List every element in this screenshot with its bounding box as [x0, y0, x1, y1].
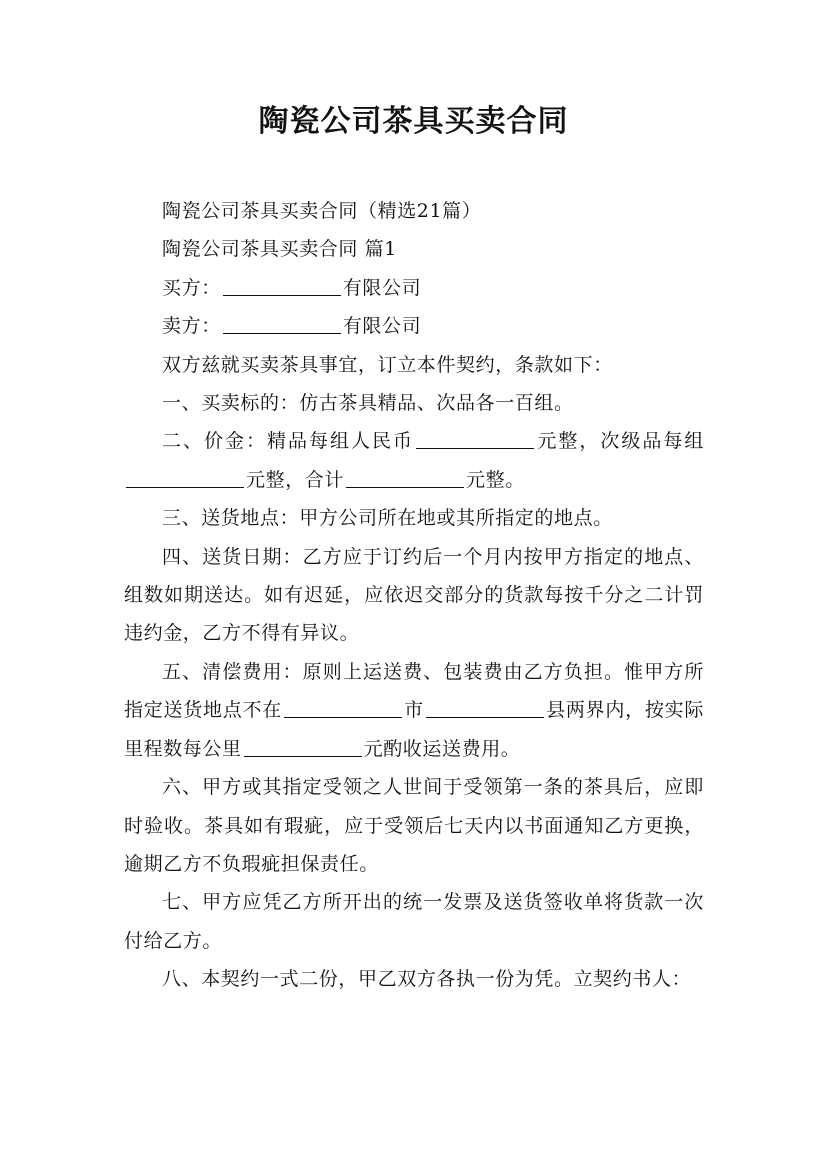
section-heading: 陶瓷公司茶具买卖合同 篇1 [162, 238, 397, 261]
clause-2-text-a: 二、价金：精品每组人民币 [162, 430, 414, 453]
buyer-blank [223, 276, 341, 296]
clause-2-text-d: 元整。 [466, 468, 525, 491]
clause-1: 一、买卖标的：仿古茶具精品、次品各一百组。 [162, 392, 574, 415]
seller-blank [223, 314, 341, 334]
clause-3: 三、送货地点：甲方公司所在地或其所指定的地点。 [162, 507, 613, 530]
clause-4: 四、送货日期：乙方应于订约后一个月内按甲方指定的地点、组数如期送达。如有迟延，应依迟交部分的货款每按千分之二计罚违约金，乙方不得有异议。 [124, 545, 704, 645]
clause-2 [124, 422, 704, 499]
clause-2-text-b: 元整，次级品每组 [536, 430, 704, 453]
total-price-blank [346, 468, 464, 488]
buyer-label: 买方： [162, 276, 221, 299]
clause-5-text-c: 县两界内，按实际里程数每公里 [124, 699, 704, 760]
intro-paragraph: 双方兹就买卖茶具事宜，订立本件契约，条款如下： [162, 353, 613, 376]
clause-5-text-a: 五、清偿费用：原则上运送费、包装费由乙方负担。惟甲方所指定送货地点不在 [124, 660, 704, 722]
seller-suffix: 有限公司 [342, 315, 422, 338]
buyer-suffix: 有限公司 [342, 276, 422, 299]
county-blank [426, 698, 544, 718]
per-km-fee-blank [244, 737, 362, 757]
document-body [124, 192, 704, 999]
clause-7: 七、甲方应凭乙方所开出的统一发票及送货签收单将货款一次付给乙方。 [124, 891, 704, 952]
subtitle: 陶瓷公司茶具买卖合同（精选21篇） [162, 200, 482, 222]
seller-label: 卖方： [162, 315, 221, 338]
seller-line [124, 307, 704, 345]
secondary-price-blank [126, 468, 244, 488]
buyer-line [124, 269, 704, 307]
clause-5-text-d: 元酌收运送费用。 [363, 737, 521, 760]
clause-5 [124, 653, 704, 768]
clause-6: 六、甲方或其指定受领之人世间于受领第一条的茶具后，应即时验收。茶具如有瑕疵，应于受领后七天内以书面通知乙方更换，逾期乙方不负瑕疵担保责任。 [124, 776, 704, 875]
premium-price-blank [416, 429, 534, 449]
clause-2-text-c: 元整，合计 [246, 468, 345, 491]
clause-5-text-b: 市 [404, 699, 424, 722]
city-blank [284, 698, 402, 718]
clause-8: 八、本契约一式二份，甲乙双方各执一份为凭。立契约书人： [162, 968, 692, 991]
document-title: 陶瓷公司茶具买卖合同 [258, 104, 569, 139]
